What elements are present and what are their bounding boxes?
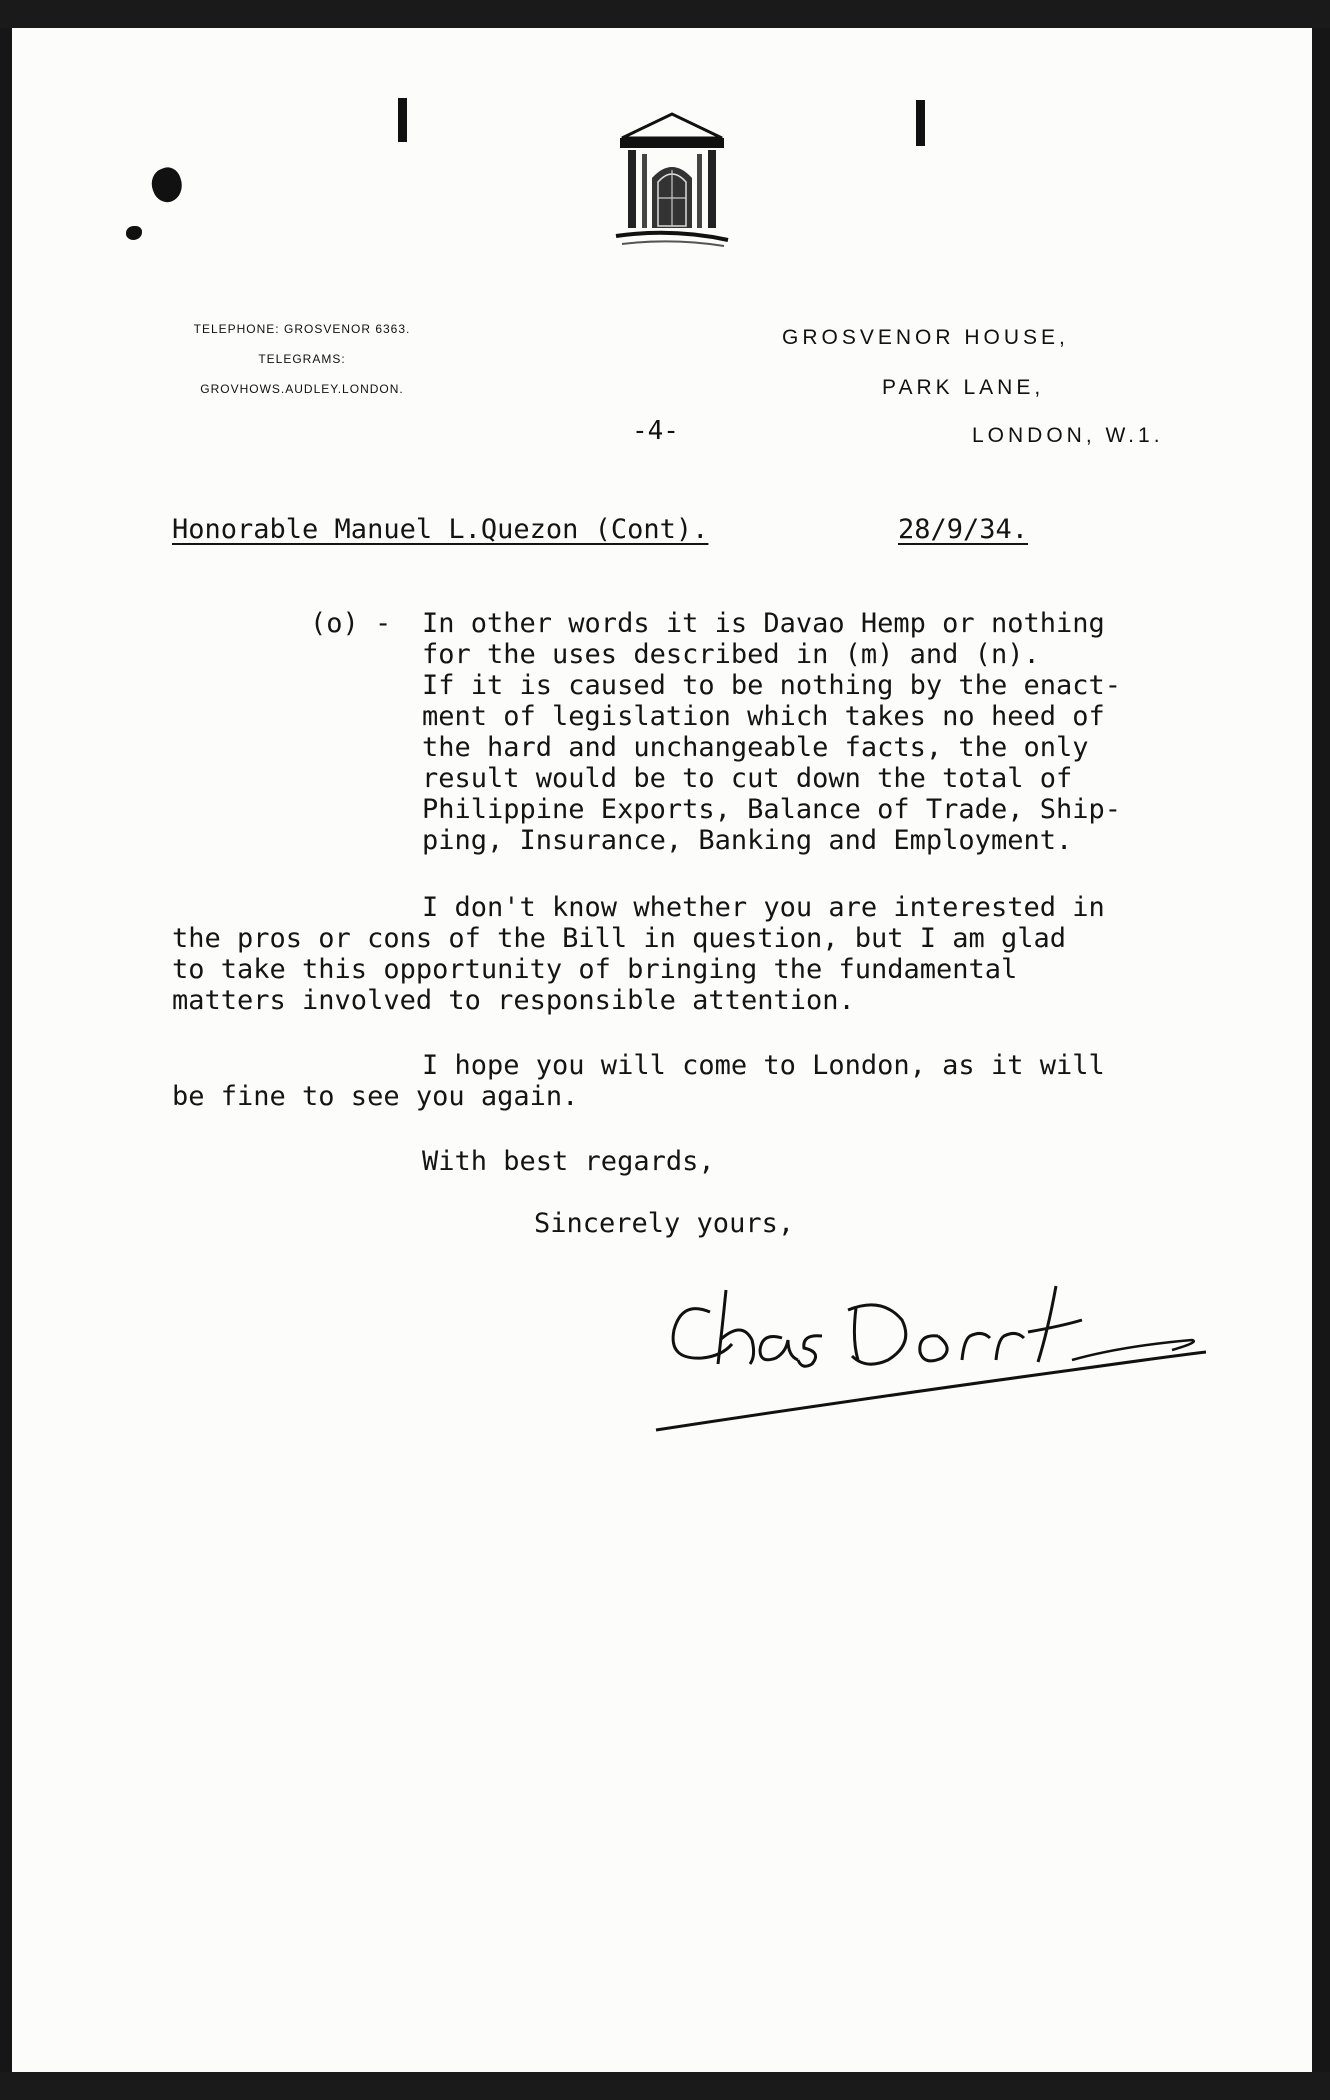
punch-mark-right — [916, 100, 925, 146]
handwritten-signature — [652, 1260, 1212, 1450]
letterhead-address-line3: LONDON, W.1. — [972, 424, 1164, 447]
letterhead-address-line1: GROSVENOR HOUSE, — [782, 326, 1069, 349]
item-line: for the uses described in (m) and (n). — [422, 639, 1040, 670]
scan-border-top — [0, 0, 1330, 28]
item-line: ment of legislation which takes no heed of — [422, 701, 1105, 732]
letter-page — [12, 28, 1312, 2072]
letterhead-telegrams-address: GROVHOWS.AUDLEY.LONDON. — [200, 382, 404, 396]
punch-mark-left — [398, 98, 407, 142]
addressee-heading: Honorable Manuel L.Quezon (Cont). — [172, 514, 709, 545]
paragraph-line: matters involved to responsible attention. — [172, 985, 855, 1016]
paragraph-line: the pros or cons of the Bill in question, but I am glad — [172, 923, 1067, 954]
paragraph-line: be fine to see you again. — [172, 1081, 579, 1112]
ink-blot — [126, 226, 142, 240]
item-line: In other words it is Davao Hemp or nothing — [422, 608, 1105, 639]
item-line: Philippine Exports, Balance of Trade, Ship- — [422, 794, 1121, 825]
closing-regards: With best regards, — [422, 1146, 715, 1177]
letter-date: 28/9/34. — [898, 514, 1029, 545]
item-line: If it is caused to be nothing by the enact- — [422, 670, 1121, 701]
letterhead-telephone: TELEPHONE: GROSVENOR 6363. — [193, 322, 411, 336]
paragraph-line: to take this opportunity of bringing the fundamental — [172, 954, 1018, 985]
letterhead-telegrams-label: TELEGRAMS: — [258, 352, 346, 366]
item-line: ping, Insurance, Banking and Employment. — [422, 825, 1073, 856]
letterhead-address-line2: PARK LANE, — [882, 376, 1045, 399]
item-label: (o) - — [310, 608, 392, 639]
paragraph-line: I don't know whether you are interested in — [422, 892, 1105, 923]
item-line: the hard and unchangeable facts, the only — [422, 732, 1089, 763]
ink-blot — [147, 164, 187, 206]
paragraph-line: I hope you will come to London, as it will — [422, 1050, 1105, 1081]
item-line: result would be to cut down the total of — [422, 763, 1073, 794]
scan-border-bottom — [0, 2072, 1330, 2100]
closing-sincerely: Sincerely yours, — [534, 1208, 795, 1239]
grosvenor-house-crest — [612, 108, 732, 248]
page-number: -4- — [632, 416, 679, 446]
